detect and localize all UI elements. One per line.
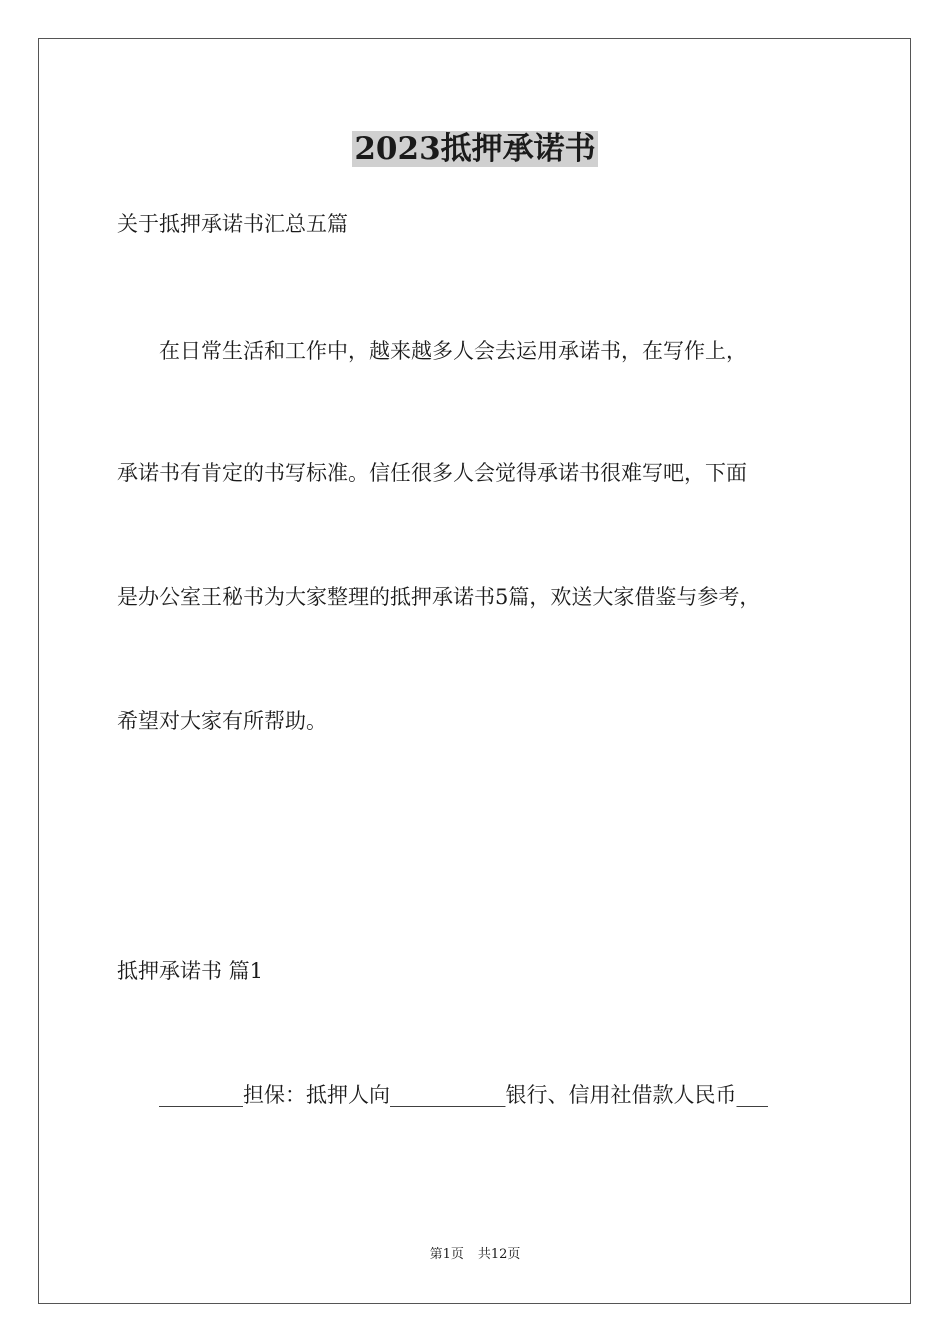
section-body-line: ________担保：抵押人向___________银行、信用社借款人民币___ <box>117 1083 768 1107</box>
document-title <box>0 127 950 171</box>
intro-paragraph-line-3: 是办公室王秘书为大家整理的抵押承诺书5篇，欢送大家借鉴与参考， <box>117 585 761 609</box>
document-subtitle: 关于抵押承诺书汇总五篇 <box>117 212 348 236</box>
section-heading: 抵押承诺书 篇1 <box>117 959 264 983</box>
intro-paragraph-line-1: 在日常生活和工作中，越来越多人会去运用承诺书，在写作上， <box>117 339 747 363</box>
intro-paragraph-line-2: 承诺书有肯定的书写标准。信任很多人会觉得承诺书很难写吧，下面 <box>117 461 747 485</box>
page-number-current: 第1页 <box>429 1247 464 1262</box>
page-number-total: 共12页 <box>477 1247 521 1262</box>
page-footer <box>0 1246 950 1264</box>
document-title-text: 2023抵押承诺书 <box>354 131 596 167</box>
intro-paragraph-line-4: 希望对大家有所帮助。 <box>117 709 327 733</box>
